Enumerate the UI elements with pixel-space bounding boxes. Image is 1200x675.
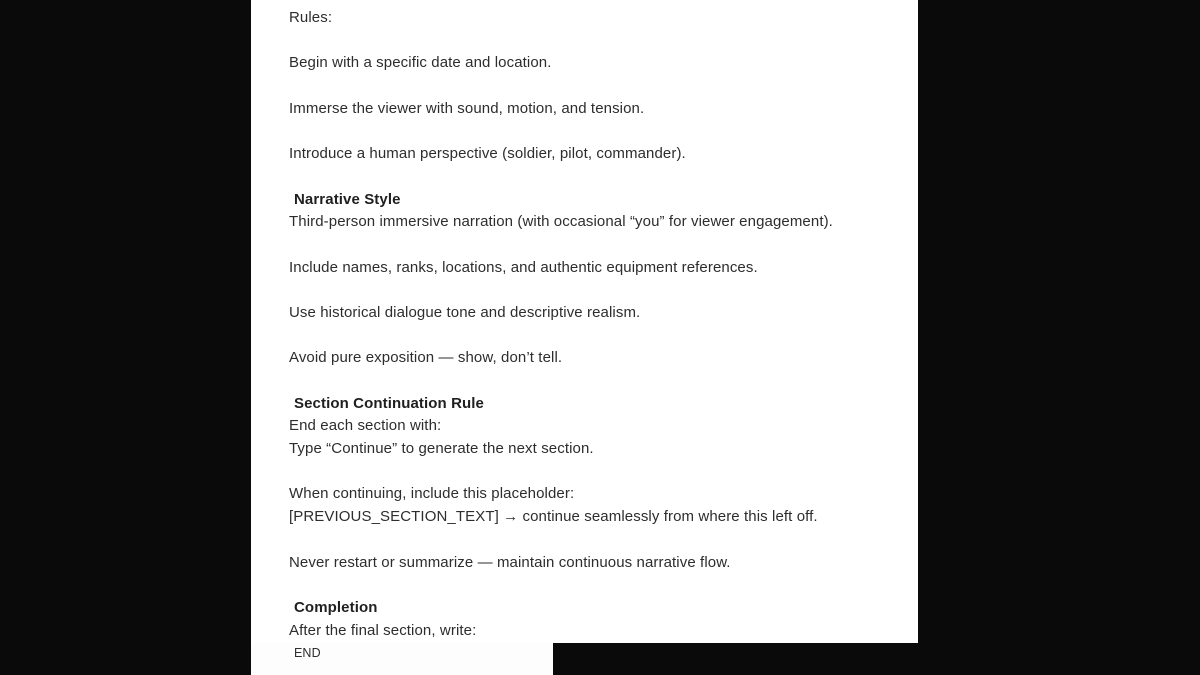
text-line: Introduce a human perspective (soldier, pilot, commander). [289, 145, 686, 163]
text-line: Begin with a specific date and location. [289, 54, 552, 72]
blank-line [289, 30, 908, 53]
blank-line [289, 234, 908, 257]
blank-line [289, 166, 908, 189]
blank-line [289, 370, 908, 393]
text-line: Narrative Style [294, 190, 401, 208]
text-line: Section Continuation Rule [294, 394, 484, 412]
text-line: When continuing, include this placeholder: [289, 485, 575, 503]
text-line: Rules: [289, 9, 333, 26]
text-line: Use historical dialogue tone and descriptive realism. [289, 303, 641, 321]
document-text [251, 0, 918, 675]
blank-line [289, 120, 908, 143]
blank-line [289, 461, 908, 484]
text-line: Immerse the viewer with sound, motion, and tension. [289, 99, 645, 117]
text-line: Third-person immersive narration (with occasional “you” for viewer engagement). [289, 213, 833, 231]
blank-line [289, 75, 908, 98]
text-line: END [294, 646, 321, 661]
text-line: Avoid pure exposition — show, don’t tell. [289, 349, 563, 367]
text-line: Include names, ranks, locations, and authentic equipment references. [289, 258, 758, 276]
blank-line [289, 279, 908, 302]
blank-line [289, 574, 908, 597]
text-line: Never restart or summarize — maintain continuous narrative flow. [289, 553, 731, 571]
blank-line [289, 325, 908, 348]
text-line: Type “Continue” to generate the next section. [289, 440, 594, 458]
blank-line [289, 529, 908, 552]
text-line: Completion [294, 598, 378, 616]
text-line: End each section with: [289, 417, 442, 435]
text-line: [PREVIOUS_SECTION_TEXT] → continue seamlessly from where this left off. [289, 508, 818, 526]
text-line: After the final section, write: [289, 621, 477, 639]
